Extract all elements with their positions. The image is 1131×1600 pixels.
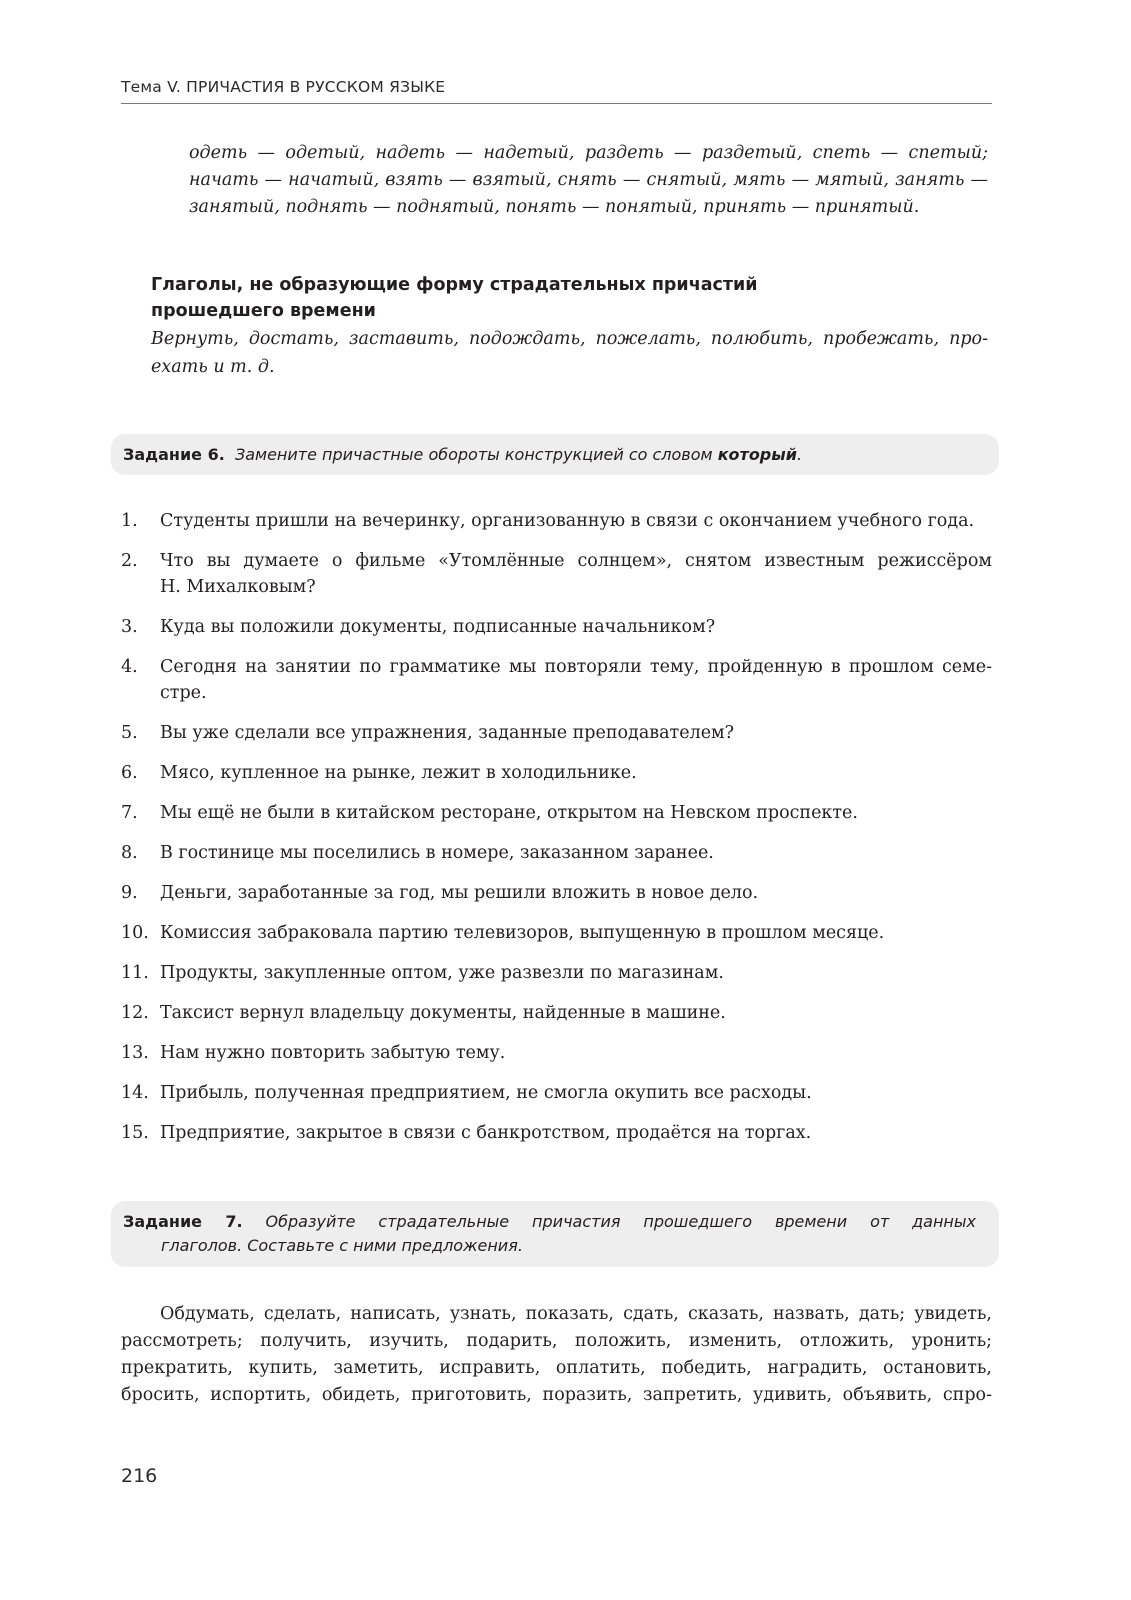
page-number: 216	[121, 1465, 158, 1487]
task-6-end: .	[796, 445, 803, 464]
exercise-text	[160, 720, 992, 746]
exercise-item	[121, 1040, 992, 1066]
task-7-label: Задание 7.	[123, 1212, 243, 1231]
exercise-number: 15.	[121, 1123, 149, 1143]
task-7-line	[123, 1210, 976, 1234]
exercise-line: Продукты, закупленные оптом, уже развезли по магазинам.	[160, 963, 724, 983]
exercise-line: Прибыль, полученная предприятием, не смогла окупить все расходы.	[160, 1083, 812, 1103]
exercise-line: стре.	[160, 683, 207, 703]
header-divider	[121, 103, 992, 104]
exercise-item	[121, 548, 992, 600]
task-6-label: Задание 6.	[123, 445, 225, 464]
exercise-text	[160, 800, 992, 826]
task-7-box	[111, 1201, 999, 1267]
exercise-item	[121, 800, 992, 826]
exercise-list	[121, 508, 992, 1160]
exercise-text	[160, 508, 992, 534]
exercise-text	[160, 920, 992, 946]
task-6-instruction: Замените причастные обороты конструкцией со словом	[234, 445, 713, 464]
section-heading	[151, 272, 988, 324]
exercise-line: Деньги, заработанные за год, мы решили вложить в новое дело.	[160, 883, 759, 903]
exercise-number: 2.	[121, 551, 138, 571]
exercise-text	[160, 760, 992, 786]
exercise-number: 4.	[121, 657, 138, 677]
exercise-line: Сегодня на занятии по грамматике мы повторяли тему, пройденную в прошлом семе-	[160, 657, 992, 677]
verbs-paragraph	[121, 1301, 992, 1409]
example-line: начать — начатый, взять — взятый, снять — снятый, мять — мятый, занять —	[189, 170, 988, 190]
task-6-keyword: который	[717, 445, 797, 464]
exercise-line: Мясо, купленное на рынке, лежит в холодильнике.	[160, 763, 637, 783]
exercise-text	[160, 1080, 992, 1106]
exercise-item	[121, 654, 992, 706]
exercise-number: 7.	[121, 803, 138, 823]
exercise-number: 1.	[121, 511, 138, 531]
exercise-number: 9.	[121, 883, 138, 903]
exercise-item	[121, 840, 992, 866]
exercise-number: 3.	[121, 617, 138, 637]
exercise-text	[160, 548, 992, 600]
verbs-list	[151, 325, 988, 381]
exercise-number: 5.	[121, 723, 138, 743]
paragraph-line: прекратить, купить, заметить, исправить, оплатить, победить, наградить, остановить,	[121, 1358, 992, 1378]
exercise-item	[121, 1080, 992, 1106]
exercise-number: 13.	[121, 1043, 149, 1063]
exercise-text	[160, 654, 992, 706]
task-7-instruction: Образуйте страдательные причастия прошедшего времени от данных	[265, 1212, 976, 1231]
verbs-line: ехать и т. д.	[151, 357, 275, 377]
paragraph-line: бросить, испортить, обидеть, приготовить, поразить, запретить, удивить, объявить, спро-	[121, 1385, 992, 1405]
task-7-instruction-continued: глаголов. Составьте с ними предложения.	[161, 1236, 523, 1255]
exercise-item	[121, 880, 992, 906]
exercise-text	[160, 1000, 992, 1026]
exercise-number: 8.	[121, 843, 138, 863]
exercise-item	[121, 720, 992, 746]
exercise-item	[121, 760, 992, 786]
section-heading-line: прошедшего времени	[151, 301, 376, 321]
exercise-line: Комиссия забраковала партию телевизоров, выпущенную в прошлом месяце.	[160, 923, 885, 943]
exercise-number: 6.	[121, 763, 138, 783]
section-heading-line: Глаголы, не образующие форму страдательных причастий	[151, 275, 758, 295]
exercise-number: 14.	[121, 1083, 149, 1103]
exercise-line: Вы уже сделали все упражнения, заданные преподавателем?	[160, 723, 735, 743]
task-6-box	[111, 434, 999, 475]
exercise-item	[121, 960, 992, 986]
exercise-text	[160, 960, 992, 986]
exercise-item	[121, 920, 992, 946]
exercise-text	[160, 614, 992, 640]
paragraph-line: рассмотреть; получить, изучить, подарить, положить, изменить, отложить, уронить;	[121, 1331, 992, 1351]
exercise-text	[160, 1040, 992, 1066]
paragraph-line: Обдумать, сделать, написать, узнать, показать, сдать, сказать, назвать, дать; увидеть,	[160, 1304, 992, 1324]
examples-block	[189, 140, 988, 221]
exercise-item	[121, 508, 992, 534]
exercise-line: В гостинице мы поселились в номере, заказанном заранее.	[160, 843, 714, 863]
verbs-line: Вернуть, достать, заставить, подождать, пожелать, полюбить, пробежать, про-	[151, 329, 988, 349]
exercise-line: Нам нужно повторить забытую тему.	[160, 1043, 506, 1063]
exercise-line: Что вы думаете о фильме «Утомлённые солнцем», снятом известным режиссёром	[160, 551, 992, 571]
exercise-number: 12.	[121, 1003, 149, 1023]
exercise-line: Мы ещё не были в китайском ресторане, открытом на Невском проспекте.	[160, 803, 858, 823]
exercise-item	[121, 614, 992, 640]
exercise-text	[160, 840, 992, 866]
exercise-text	[160, 880, 992, 906]
exercise-item	[121, 1000, 992, 1026]
running-header: Тема V. ПРИЧАСТИЯ В РУССКОМ ЯЗЫКЕ	[121, 78, 446, 96]
exercise-line: Куда вы положили документы, подписанные начальником?	[160, 617, 716, 637]
exercise-line: Н. Михалковым?	[160, 577, 316, 597]
exercise-number: 11.	[121, 963, 149, 983]
exercise-line: Студенты пришли на вечеринку, организованную в связи с окончанием учебного года.	[160, 511, 975, 531]
example-line: одеть — одетый, надеть — надетый, раздеть — раздетый, спеть — спетый;	[189, 143, 988, 163]
exercise-line: Таксист вернул владельцу документы, найденные в машине.	[160, 1003, 726, 1023]
exercise-line: Предприятие, закрытое в связи с банкротством, продаётся на торгах.	[160, 1123, 812, 1143]
exercise-item	[121, 1120, 992, 1146]
exercise-number: 10.	[121, 923, 149, 943]
example-line: занятый, поднять — поднятый, понять — понятый, принять — принятый.	[189, 197, 920, 217]
exercise-text	[160, 1120, 992, 1146]
